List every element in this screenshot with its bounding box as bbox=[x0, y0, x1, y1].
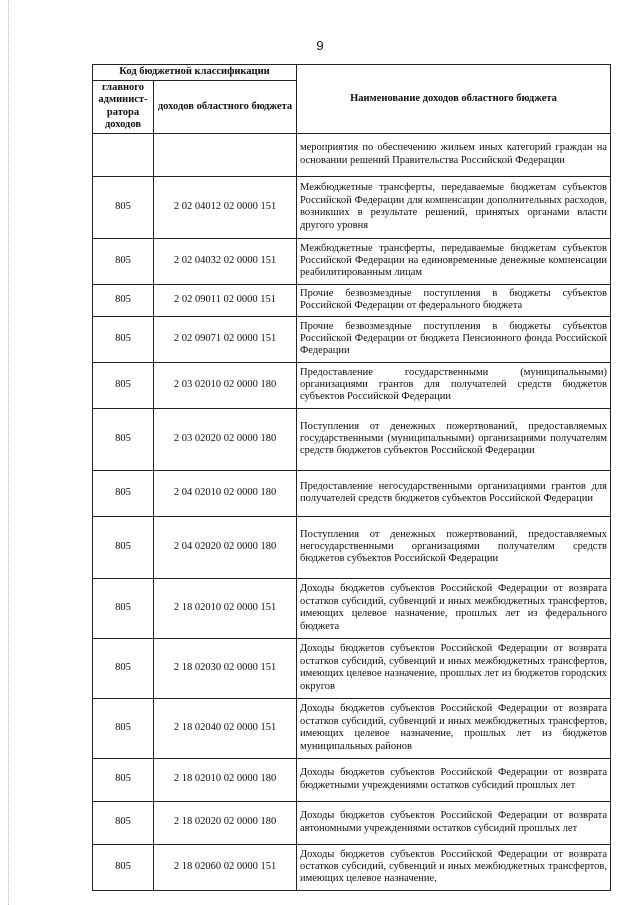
table-row bbox=[93, 844, 611, 890]
table-row bbox=[93, 408, 611, 470]
row-admin-code bbox=[93, 133, 154, 176]
row-income-code: 2 02 09011 02 0000 151 bbox=[154, 284, 297, 316]
row-income-name: мероприятия по обеспечению жильем иных категорий граждан на основании решений Правительства Российской Федерации bbox=[297, 133, 611, 176]
row-income-code: 2 18 02010 02 0000 151 bbox=[154, 578, 297, 638]
row-admin-code: 805 bbox=[93, 176, 154, 238]
table-row bbox=[93, 284, 611, 316]
row-admin-code: 805 bbox=[93, 284, 154, 316]
table-row bbox=[93, 238, 611, 284]
row-income-code: 2 03 02020 02 0000 180 bbox=[154, 408, 297, 470]
row-admin-code: 805 bbox=[93, 408, 154, 470]
row-income-name: Доходы бюджетов субъектов Российской Федерации от возврата автономными учреждениями остатков субсидий прошлых лет bbox=[297, 801, 611, 844]
table-body bbox=[93, 133, 611, 890]
header-group-label: Код бюджетной классификации bbox=[93, 65, 297, 81]
row-income-name: Доходы бюджетов субъектов Российской Федерации от возврата остатков субсидий, субвенций и иных межбюджетных трансфертов, имеющих целевое назначение, bbox=[297, 844, 611, 890]
header-income-column: доходов областного бюджета bbox=[154, 81, 297, 134]
table-row bbox=[93, 578, 611, 638]
row-income-code: 2 04 02020 02 0000 180 bbox=[154, 516, 297, 578]
row-income-code: 2 02 04032 02 0000 151 bbox=[154, 238, 297, 284]
table-row bbox=[93, 801, 611, 844]
row-income-code: 2 04 02010 02 0000 180 bbox=[154, 470, 297, 516]
header-admin-column: главного админист-ратора доходов bbox=[93, 81, 154, 134]
header-name-column: Наименование доходов областного бюджета bbox=[297, 65, 611, 134]
table-row bbox=[93, 638, 611, 698]
row-admin-code: 805 bbox=[93, 844, 154, 890]
row-income-name: Предоставление негосударственными организациями грантов для получателей средств бюджетов субъектов Российской Федерации bbox=[297, 470, 611, 516]
row-admin-code: 805 bbox=[93, 638, 154, 698]
row-income-name: Прочие безвозмездные поступления в бюджеты субъектов Российской Федерации от бюджета Пенсионного фонда Российской Федерации bbox=[297, 316, 611, 362]
budget-classification-table bbox=[92, 64, 611, 891]
table-row bbox=[93, 698, 611, 758]
row-income-code: 2 18 02030 02 0000 151 bbox=[154, 638, 297, 698]
row-admin-code: 805 bbox=[93, 578, 154, 638]
row-income-name: Предоставление государственными (муниципальными) организациями грантов для получателей средств бюджетов субъектов Российской Федерации bbox=[297, 362, 611, 408]
row-admin-code: 805 bbox=[93, 238, 154, 284]
row-income-code bbox=[154, 133, 297, 176]
row-income-code: 2 18 02020 02 0000 180 bbox=[154, 801, 297, 844]
row-income-name: Межбюджетные трансферты, передаваемые бюджетам субъектов Российской Федерации для компенсации дополнительных расходов, возникших в результате решений, принятых органами власти другого уровня bbox=[297, 176, 611, 238]
row-income-name: Доходы бюджетов субъектов Российской Федерации от возврата остатков субсидий, субвенций и иных межбюджетных трансфертов, имеющих целевое назначение, прошлых лет из бюджетов муниципальных районов bbox=[297, 698, 611, 758]
row-income-name: Доходы бюджетов субъектов Российской Федерации от возврата бюджетными учреждениями остатков субсидий прошлых лет bbox=[297, 758, 611, 801]
table-row bbox=[93, 758, 611, 801]
row-admin-code: 805 bbox=[93, 316, 154, 362]
row-admin-code: 805 bbox=[93, 362, 154, 408]
row-income-code: 2 02 09071 02 0000 151 bbox=[154, 316, 297, 362]
table-row bbox=[93, 516, 611, 578]
row-income-code: 2 02 04012 02 0000 151 bbox=[154, 176, 297, 238]
table-row bbox=[93, 133, 611, 176]
row-income-name: Прочие безвозмездные поступления в бюджеты субъектов Российской Федерации от федерального бюджета bbox=[297, 284, 611, 316]
table-row bbox=[93, 362, 611, 408]
row-admin-code: 805 bbox=[93, 470, 154, 516]
row-income-code: 2 18 02010 02 0000 180 bbox=[154, 758, 297, 801]
row-admin-code: 805 bbox=[93, 698, 154, 758]
row-income-code: 2 03 02010 02 0000 180 bbox=[154, 362, 297, 408]
row-income-name: Межбюджетные трансферты, передаваемые бюджетам субъектов Российской Федерации на единовременные денежные компенсации реабилитированным лицам bbox=[297, 238, 611, 284]
row-admin-code: 805 bbox=[93, 801, 154, 844]
row-income-name: Доходы бюджетов субъектов Российской Федерации от возврата остатков субсидий, субвенций и иных межбюджетных трансфертов, имеющих целевое назначение, прошлых лет из федерального бюджета bbox=[297, 578, 611, 638]
row-admin-code: 805 bbox=[93, 758, 154, 801]
page-number: 9 bbox=[316, 38, 324, 53]
row-income-code: 2 18 02060 02 0000 151 bbox=[154, 844, 297, 890]
row-income-name: Поступления от денежных пожертвований, предоставляемых государственными (муниципальными) организациями получателям средств бюджетов субъектов Российской Федерации bbox=[297, 408, 611, 470]
row-income-code: 2 18 02040 02 0000 151 bbox=[154, 698, 297, 758]
row-income-name: Поступления от денежных пожертвований, предоставляемых негосударственными организациями получателям средств бюджетов субъектов Российской Федерации bbox=[297, 516, 611, 578]
row-income-name: Доходы бюджетов субъектов Российской Федерации от возврата остатков субсидий, субвенций и иных межбюджетных трансфертов, имеющих целевое назначение, прошлых лет из бюджетов городских округов bbox=[297, 638, 611, 698]
table-row bbox=[93, 176, 611, 238]
table-row bbox=[93, 470, 611, 516]
table-row bbox=[93, 316, 611, 362]
row-admin-code: 805 bbox=[93, 516, 154, 578]
scan-edge-dots bbox=[8, 0, 10, 905]
